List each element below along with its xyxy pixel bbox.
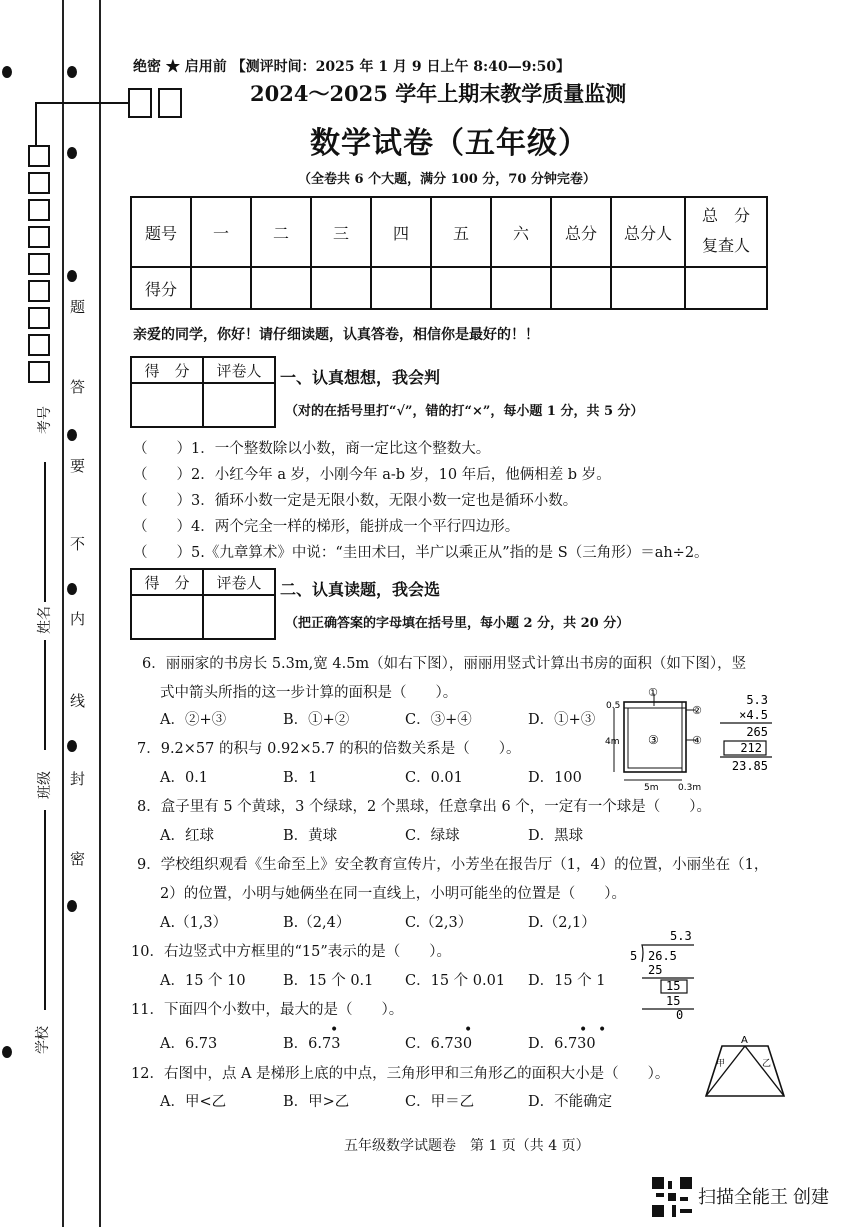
room-diagram	[604, 688, 704, 798]
label-school: 学校	[35, 1026, 51, 1054]
grader-table-1	[130, 356, 276, 428]
score-cell[interactable]	[251, 267, 311, 309]
exam-number-box[interactable]	[158, 88, 182, 118]
q9-option-a: A.（1,3）	[160, 915, 228, 931]
calc-line: 25	[648, 963, 663, 977]
score-header-cell	[685, 197, 767, 267]
binding-mark: 不	[70, 535, 86, 553]
q7: 7．9.2×57 的积与 0.92×5.7 的积的倍数关系是（ ）。	[137, 741, 521, 757]
exam-number-box[interactable]	[28, 280, 50, 302]
score-cell[interactable]	[191, 267, 251, 309]
judge-item-2: （ ）2．小红今年 a 岁，小刚今年 a-b 岁，10 年后，他俩相差 b 岁。	[133, 467, 611, 483]
page-footer: 五年级数学试题卷 第 1 页（共 4 页）	[344, 1138, 590, 1154]
q7-option-b: B．1	[283, 770, 318, 786]
q8-option-c: C．绿球	[405, 828, 460, 844]
score-cell[interactable]	[491, 267, 551, 309]
triangle-yi-label: 乙	[762, 1059, 772, 1069]
grader-reviewer-label: 评卷人	[203, 569, 275, 595]
total-checker-line2: 复查人	[701, 238, 750, 255]
q6-option-a: A．②+③	[160, 712, 227, 728]
score-header-cell: 总分人	[611, 197, 685, 267]
q8-option-d: D．黑球	[528, 828, 584, 844]
q9-option-b: B.（2,4）	[283, 915, 351, 931]
judge-item-4: （ ）4．两个完全一样的梯形，能拼成一个平行四边形。	[133, 519, 520, 535]
q9-option-c: C.（2,3）	[405, 915, 473, 931]
binding-mark: 内	[70, 610, 86, 628]
connector-line	[34, 95, 134, 150]
region-label: ②	[692, 704, 702, 717]
q10-option-c: C．15 个 0.01	[405, 973, 506, 989]
q6-line1: 6．丽丽家的书房长 5.3m,宽 4.5m（如右下图），丽丽用竖式计算出书房的面积（如下图），竖	[142, 656, 747, 672]
score-cell[interactable]	[611, 267, 685, 309]
section1-instruction: （对的在括号里打“√”，错的打“×”，每小题 1 分，共 5 分）	[285, 404, 644, 419]
q8-option-b: B．黄球	[283, 828, 338, 844]
binding-mark: 答	[70, 378, 86, 396]
q7-option-a: A．0.1	[160, 770, 209, 786]
score-header-cell: 一	[191, 197, 251, 267]
q11-option-b: B．6.73	[283, 1036, 341, 1052]
exam-number-box[interactable]	[28, 172, 50, 194]
grader-table-2	[130, 568, 276, 640]
repeat-dot: •	[330, 1022, 339, 1038]
division-calc	[628, 928, 698, 1020]
score-cell[interactable]	[371, 267, 431, 309]
punch-hole	[2, 1046, 12, 1058]
q12-option-c: C．甲＝乙	[405, 1094, 475, 1110]
exam-number-box[interactable]	[28, 253, 50, 275]
q9-option-d: D.（2,1）	[528, 915, 596, 931]
calc-line: 5.3	[746, 693, 768, 707]
q10-option-b: B．15 个 0.1	[283, 973, 374, 989]
grader-score-label: 得 分	[131, 357, 203, 383]
q6-option-c: C．③+④	[405, 712, 472, 728]
section2-title: 二、认真读题，我会选	[280, 580, 441, 599]
grader-reviewer-cell[interactable]	[203, 383, 275, 427]
punch-hole	[67, 270, 77, 282]
repeat-dot: •	[598, 1022, 607, 1038]
section2-instruction: （把正确答案的字母填在括号里，每小题 2 分，共 20 分）	[285, 616, 630, 631]
score-row-label: 得分	[131, 267, 191, 309]
q12-option-d: D．不能确定	[528, 1094, 613, 1110]
dim-label: 0.3m	[678, 783, 702, 793]
region-label: ①	[648, 688, 658, 699]
q12-option-b: B．甲>乙	[283, 1094, 350, 1110]
score-header-cell: 五	[431, 197, 491, 267]
score-header-cell: 四	[371, 197, 431, 267]
qr-code-icon	[652, 1177, 692, 1217]
point-a-label: A	[741, 1035, 748, 1046]
multiplication-calc	[712, 692, 776, 778]
exam-number-box[interactable]	[28, 307, 50, 329]
grader-score-cell[interactable]	[131, 595, 203, 639]
q10-option-d: D．15 个 1	[528, 973, 606, 989]
judge-item-3: （ ）3．循环小数一定是无限小数，无限小数一定也是循环小数。	[133, 493, 578, 509]
dim-label: 4m	[605, 737, 620, 747]
binding-mark: 线	[70, 692, 86, 710]
exam-note: （全卷共 6 个大题，满分 100 分，70 分钟完卷）	[298, 172, 596, 187]
binding-mark: 题	[70, 298, 86, 316]
score-table	[130, 196, 768, 310]
q6-option-b: B．①+②	[283, 712, 350, 728]
q8: 8．盒子里有 5 个黄球，3 个绿球，2 个黑球，任意拿出 6 个，一定有一个球是（ ）。	[137, 799, 712, 815]
paper-title: 数学试卷（五年级）	[310, 126, 589, 161]
calc-line: 15	[666, 979, 681, 993]
grader-reviewer-cell[interactable]	[203, 595, 275, 639]
punch-hole	[67, 66, 77, 78]
q7-option-c: C．0.01	[405, 770, 463, 786]
punch-hole	[67, 583, 77, 595]
q8-option-a: A．红球	[160, 828, 214, 844]
dim-label: 5m	[644, 783, 659, 793]
name-underline	[44, 462, 46, 602]
total-checker-line1: 总 分	[701, 208, 750, 225]
q12-option-a: A．甲<乙	[160, 1094, 227, 1110]
trapezoid-diagram	[702, 1034, 788, 1100]
q11: 11．下面四个小数中，最大的是（ ）。	[131, 1002, 404, 1018]
exam-title: 2024～2025 学年上期末教学质量监测	[250, 81, 627, 106]
binding-line-2	[99, 0, 101, 1227]
q12: 12．右图中，点 A 是梯形上底的中点，三角形甲和三角形乙的面积大小是（ ）。	[131, 1066, 670, 1082]
q11-option-c: C．6.730	[405, 1036, 473, 1052]
repeat-dot: •	[579, 1022, 588, 1038]
calc-line: 26.5	[648, 949, 677, 963]
label-class: 班级	[37, 771, 53, 799]
q11-option-a: A．6.73	[160, 1036, 218, 1052]
punch-hole	[67, 900, 77, 912]
dim-label: 0.5	[606, 701, 621, 711]
calc-line: 5.3	[670, 929, 692, 943]
calc-line: 15	[666, 994, 681, 1008]
score-cell[interactable]	[685, 267, 767, 309]
q11-option-d: D．6.730	[528, 1036, 596, 1052]
scanner-watermark: 扫描全能王 创建	[698, 1187, 830, 1207]
q6-line2: 式中箭头所指的这一步计算的面积是（ ）。	[160, 685, 458, 701]
calc-line: 23.85	[731, 759, 768, 773]
calc-line: 212	[740, 741, 762, 755]
score-cell[interactable]	[431, 267, 491, 309]
calc-line: ×4.5	[739, 708, 768, 722]
grader-score-cell[interactable]	[131, 383, 203, 427]
punch-hole	[2, 66, 12, 78]
binding-mark: 封	[70, 770, 86, 788]
score-cell[interactable]	[311, 267, 371, 309]
q7-option-d: D．100	[528, 770, 582, 786]
q9-line1: 9．学校组织观看《生命至上》安全教育宣传片，小芳坐在报告厅（1，4）的位置，小丽坐在（1，	[137, 857, 769, 873]
exam-number-box[interactable]	[28, 361, 50, 383]
score-header-cell: 六	[491, 197, 551, 267]
punch-hole	[67, 740, 77, 752]
score-header-cell: 二	[251, 197, 311, 267]
judge-item-1: （ ）1．一个整数除以小数，商一定比这个整数大。	[133, 441, 491, 457]
binding-mark: 要	[70, 457, 86, 475]
punch-hole	[67, 429, 77, 441]
grader-reviewer-label: 评卷人	[203, 357, 275, 383]
region-label: ③	[648, 733, 659, 747]
binding-mark: 密	[70, 850, 86, 868]
grader-score-label: 得 分	[131, 569, 203, 595]
label-name: 姓名	[37, 606, 53, 634]
calc-line: 0	[676, 1008, 684, 1020]
score-header-cell: 题号	[131, 197, 191, 267]
q9-line2: 2）的位置，小明与她俩坐在同一直线上，小明可能坐的位置是（ ）。	[160, 886, 626, 902]
q6-option-d: D．①+③	[528, 712, 596, 728]
score-header-cell: 三	[311, 197, 371, 267]
judge-item-5: （ ）5.《九章算术》中说：“圭田术曰，半广以乘正从”指的是 S（三角形）＝ah÷2。	[133, 545, 709, 561]
class-underline	[44, 640, 46, 750]
exam-number-box[interactable]	[28, 226, 50, 248]
triangle-jia-label: 甲	[716, 1059, 726, 1069]
score-header-cell: 总分	[551, 197, 611, 267]
calc-line: 265	[746, 725, 768, 739]
label-exam-number: 考号	[37, 406, 53, 434]
score-cell[interactable]	[551, 267, 611, 309]
school-underline	[44, 810, 46, 1010]
exam-number-box[interactable]	[28, 334, 50, 356]
region-label: ④	[692, 734, 702, 747]
repeat-dot: •	[464, 1022, 473, 1038]
secret-line: 绝密 ★ 启用前 【测评时间：2025 年 1 月 9 日上午 8:40—9:50】	[133, 59, 571, 75]
calc-line: 5	[630, 949, 638, 963]
q10: 10．右边竖式中方框里的“15”表示的是（ ）。	[131, 944, 451, 960]
binding-line-1	[62, 0, 64, 1227]
section1-title: 一、认真想想，我会判	[280, 368, 441, 387]
greeting: 亲爱的同学，你好！请仔细读题，认真答卷，相信你是最好的！！	[133, 327, 539, 343]
q10-option-a: A．15 个 10	[160, 973, 246, 989]
exam-number-box[interactable]	[28, 199, 50, 221]
